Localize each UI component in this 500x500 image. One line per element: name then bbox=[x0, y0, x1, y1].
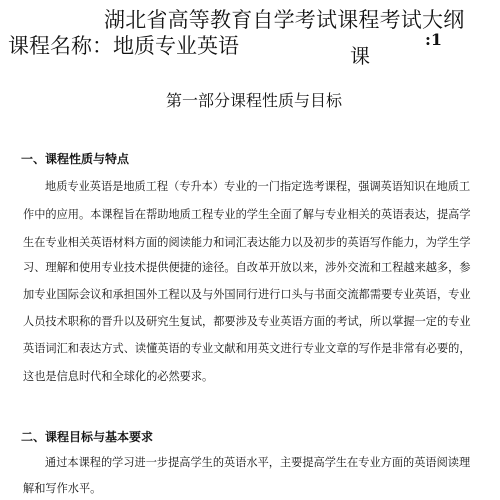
course-suffix-text: 课 bbox=[350, 44, 370, 68]
section1-line: 这也是信息时代和全球化的必然要求。 bbox=[23, 370, 214, 383]
section1-line: 习、理解和使用专业技术提供便捷的途径。自改革开放以来，涉外交流和工程越来越多，参 bbox=[23, 261, 471, 274]
section1-line: 生在专业相关英语材料方面的阅读能力和词汇表达能力以及初步的英语写作能力，为学生学 bbox=[23, 236, 471, 249]
section1-line: 作中的应用。本课程旨在帮助地质工程专业的学生全面了解与专业相关的英语表达，提高学 bbox=[23, 208, 471, 221]
section1-line: 地质专业英语是地质工程（专升本）专业的一门指定选考课程，强调英语知识在地质工 bbox=[45, 180, 471, 193]
section-heading-course-nature: 一、课程性质与特点 bbox=[21, 152, 130, 166]
section-heading-course-goals: 二、课程目标与基本要求 bbox=[21, 430, 154, 444]
section2-line: 解和写作水平。 bbox=[23, 482, 102, 495]
part-one-title: 第一部分课程性质与目标 bbox=[166, 91, 343, 110]
course-name-label: 课程名称：地质专业英语 bbox=[8, 34, 239, 58]
section1-line: 人员技术职称的晋升以及研究生复试，都要涉及专业英语方面的考试，所以掌握一定的专业 bbox=[23, 315, 471, 328]
section1-line: 英语词汇和表达方式、读懂英语的专业文献和用英文进行专业文章的写作是非常有必要的， bbox=[23, 342, 471, 355]
exam-outline-title: 湖北省高等教育自学考试课程考试大纲 bbox=[104, 8, 465, 32]
section2-line: 通过本课程的学习进一步提高学生的英语水平，主要提高学生在专业方面的英语阅读理 bbox=[45, 456, 471, 469]
page-mark: :1 bbox=[425, 30, 443, 49]
section1-line: 加专业国际会议和承担国外工程以及与外国同行进行口头与书面交流都需要专业英语，专业 bbox=[23, 288, 471, 301]
